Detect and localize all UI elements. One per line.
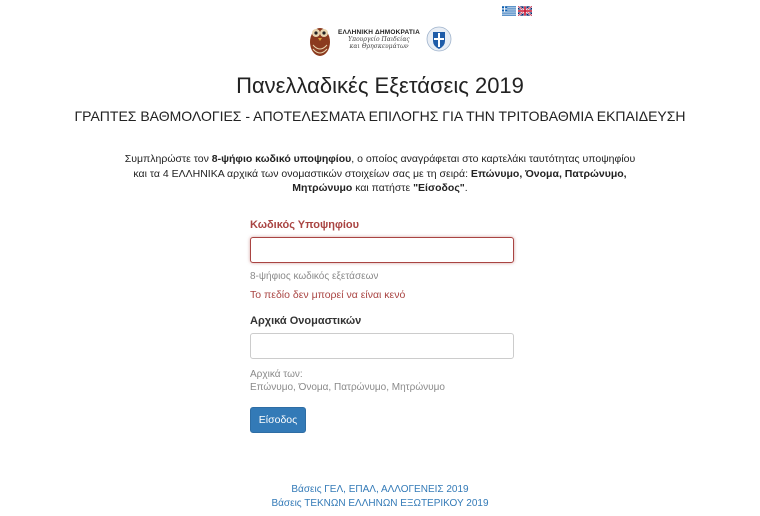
ministry-line-2: Υπουργείο Παιδείας xyxy=(348,35,410,43)
ministry-logo xyxy=(306,18,466,60)
candidate-code-label: Κωδικός Υποψηφίου xyxy=(250,219,360,231)
page-title: Πανελλαδικές Εξετάσεις 2019 xyxy=(236,73,524,98)
ministry-name xyxy=(338,29,420,50)
instructions-bold-3: "Είσοδος" xyxy=(413,182,465,194)
footer-link-bases-abroad[interactable]: Βάσεις ΤΕΚΝΩΝ ΕΛΛΗΝΩΝ ΕΞΩΤΕΡΙΚΟΥ 2019 xyxy=(271,498,489,509)
greek-flag-icon[interactable] xyxy=(502,6,516,16)
instructions-part-3: και πατήστε xyxy=(352,182,414,194)
greek-emblem-icon xyxy=(426,26,452,52)
initials-help xyxy=(250,368,520,394)
candidate-code-error: Το πεδίο δεν μπορεί να είναι κενό xyxy=(250,289,406,301)
candidate-code-input[interactable] xyxy=(250,237,514,263)
initials-input[interactable] xyxy=(250,333,514,359)
instructions-part-2: , ο οποίος αναγράφεται στο καρτελάκι ταυτότητας υποψηφίου και τα 4 ΕΛΛΗΝΙΚΑ αρχικά των ονομαστικών στοιχείων σας με τη σειρά: xyxy=(133,153,636,180)
instructions-text xyxy=(120,152,640,196)
instructions-bold-2: Επώνυμο, Όνομα, Πατρώνυμο, Μητρώνυμο xyxy=(292,167,627,194)
initials-label: Αρχικά Ονομαστικών xyxy=(250,315,362,327)
ministry-line-1: ΕΛΛΗΝΙΚΗ ΔΗΜΟΚΡΑΤΙΑ xyxy=(338,28,420,36)
initials-help-line-1: Αρχικά των: xyxy=(250,369,303,380)
owl-icon xyxy=(306,19,334,59)
login-form xyxy=(250,219,520,433)
footer-links xyxy=(0,483,760,511)
submit-button[interactable]: Είσοδος xyxy=(250,407,306,433)
ministry-line-3: και Θρησκευμάτων xyxy=(349,42,409,50)
instructions-part-4: . xyxy=(464,182,468,194)
uk-flag-icon[interactable] xyxy=(518,6,532,16)
candidate-code-help: 8-ψήφιος κωδικός εξετάσεων xyxy=(250,271,379,282)
footer-link-bases-gel-epal[interactable]: Βάσεις ΓΕΛ, ΕΠΑΛ, ΑΛΛΟΓΕΝΕΙΣ 2019 xyxy=(291,484,469,495)
language-switcher xyxy=(502,6,532,16)
page-subtitle: ΓΡΑΠΤΕΣ ΒΑΘΜΟΛΟΓΙΕΣ - ΑΠΟΤΕΛΕΣΜΑΤΑ ΕΠΙΛΟΓΗΣ ΓΙΑ ΤΗΝ ΤΡΙΤΟΒΑΘΜΙΑ ΕΚΠΑΙΔΕΥΣΗ xyxy=(74,108,686,124)
instructions-bold-1: 8-ψήφιο κωδικό υποψηφίου xyxy=(211,153,352,165)
instructions-part-1: Συμπληρώστε τον xyxy=(124,153,212,165)
initials-help-line-2: Επώνυμο, Όνομα, Πατρώνυμο, Μητρώνυμο xyxy=(250,382,445,393)
